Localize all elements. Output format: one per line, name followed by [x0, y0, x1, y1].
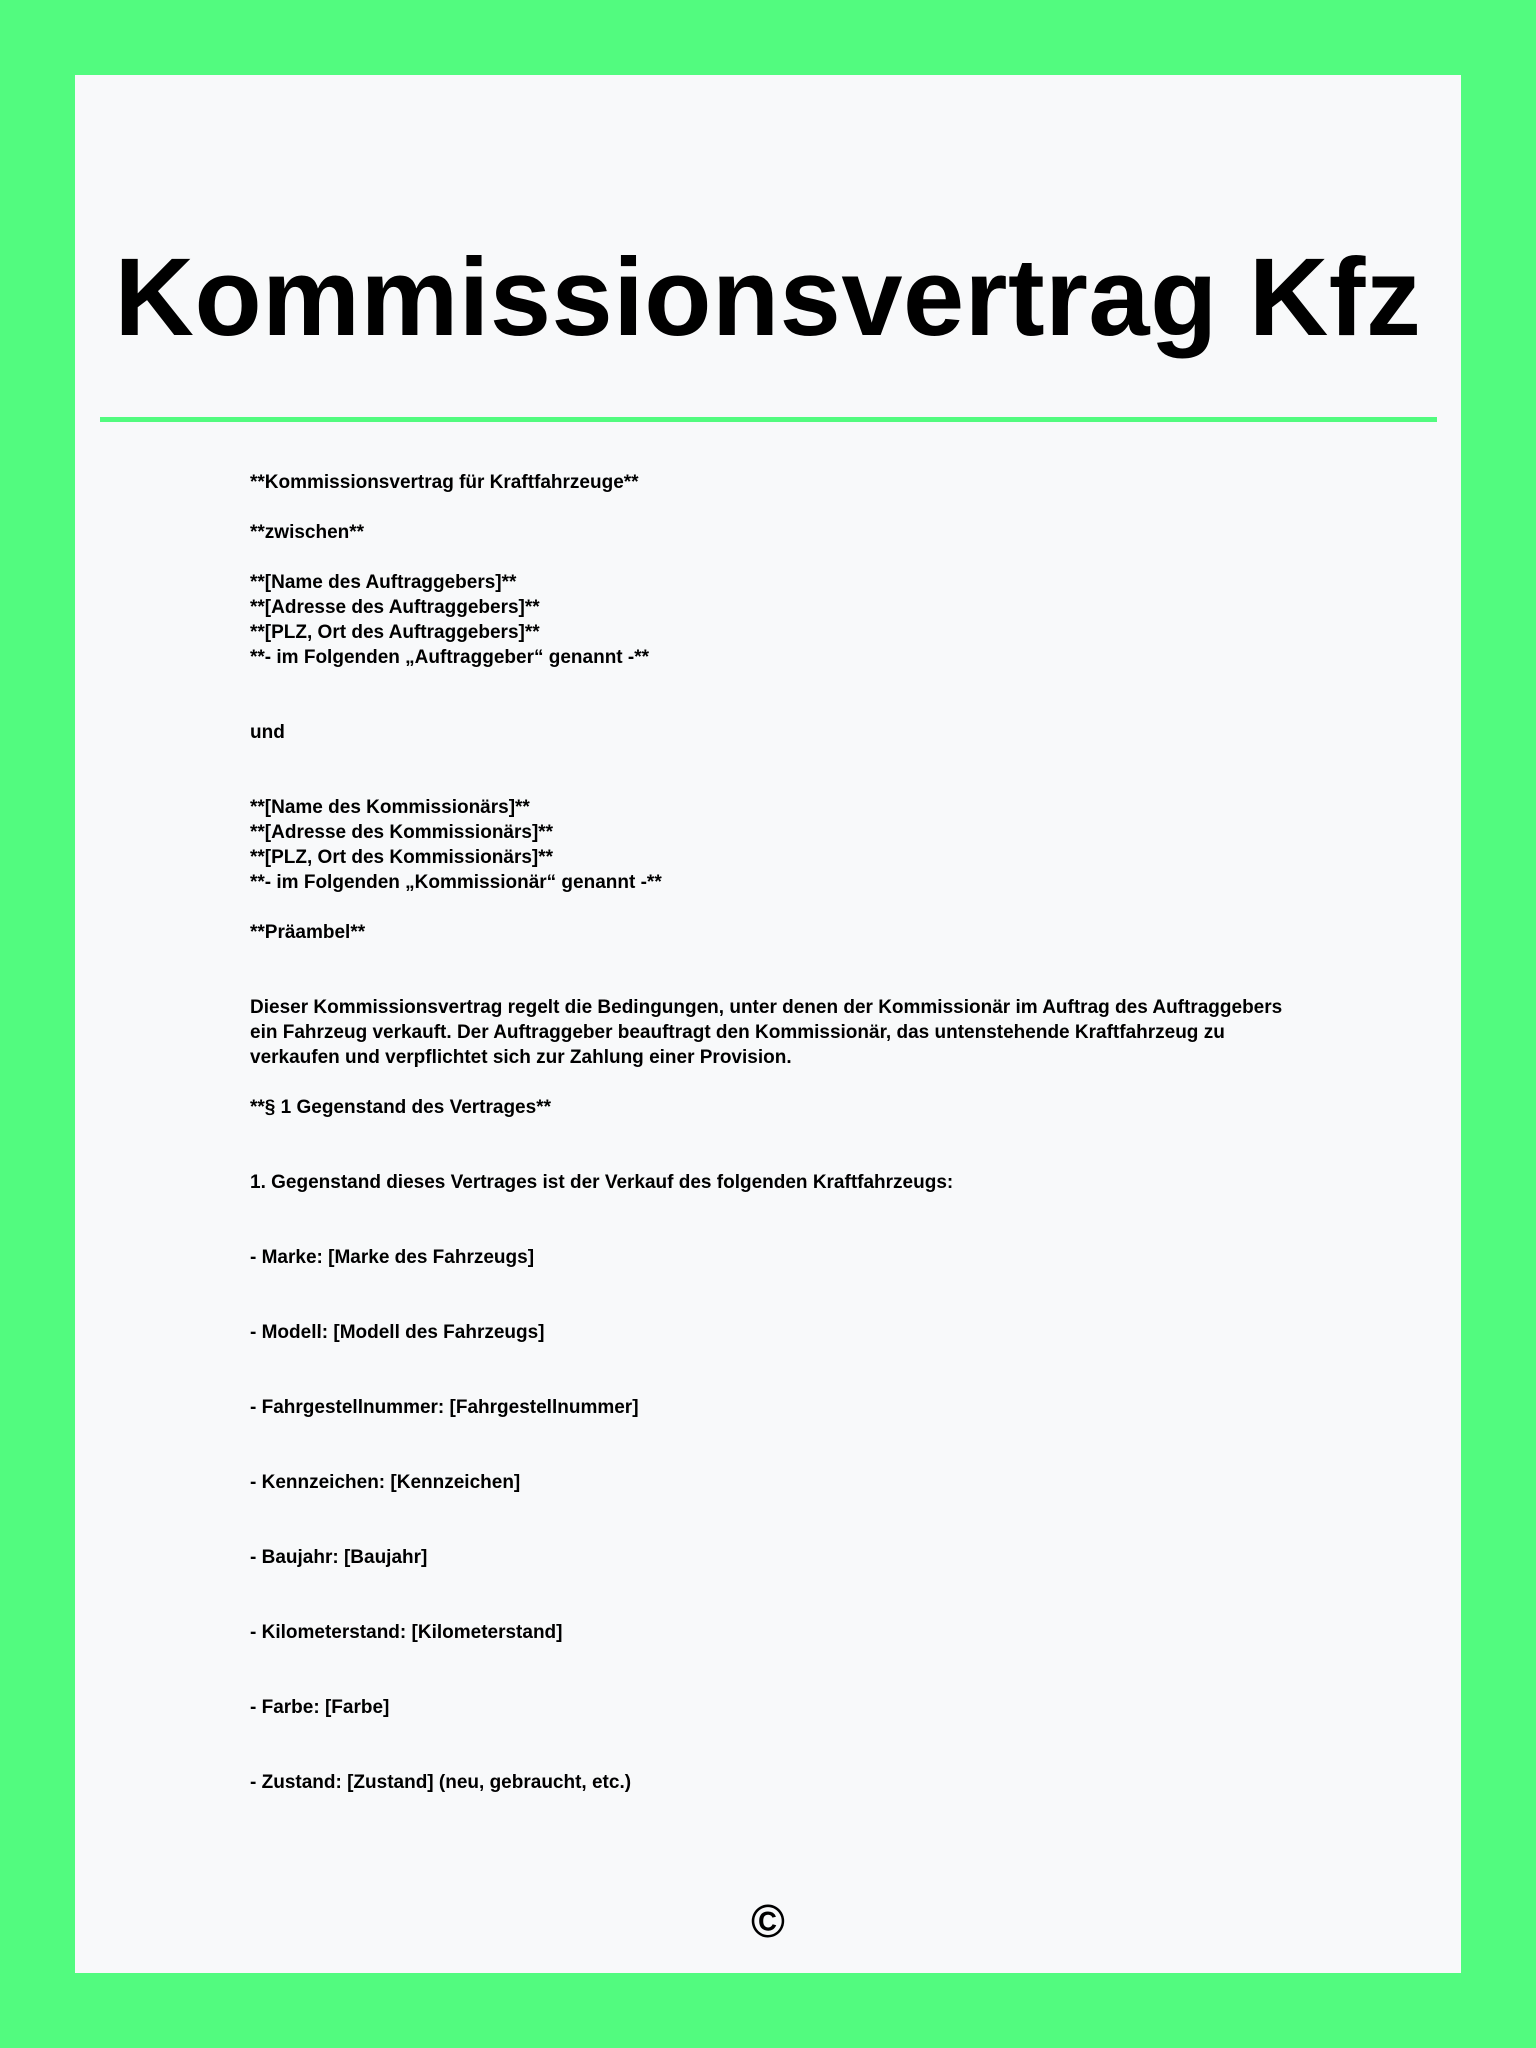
copyright-icon: ©: [751, 1895, 785, 1947]
vehicle-item-color: - Farbe: [Farbe]: [250, 1697, 390, 1718]
preamble-text: Dieser Kommissionsvertrag regelt die Bedingungen, unter denen der Kommissionär im Auftrag des Auftraggebers ein Fahrzeug verkauft. Der Auftraggeber beauftragt den Kommissionär, das untenstehende Kraftfahrzeug zu verkaufen und verpflichtet sich zur Zahlung einer Provision.: [250, 997, 1283, 1068]
between-label: **zwischen**: [250, 522, 365, 543]
client-city: **[PLZ, Ort des Auftraggebers]**: [250, 622, 540, 643]
agent-address: **[Adresse des Kommissionärs]**: [250, 822, 554, 843]
vehicle-item-year: - Baujahr: [Baujahr]: [250, 1547, 428, 1568]
vehicle-item-condition: - Zustand: [Zustand] (neu, gebraucht, etc.): [250, 1772, 632, 1793]
contract-heading: **Kommissionsvertrag für Kraftfahrzeuge**: [250, 472, 639, 493]
client-address: **[Adresse des Auftraggebers]**: [250, 597, 540, 618]
agent-name: **[Name des Kommissionärs]**: [250, 797, 530, 818]
client-name: **[Name des Auftraggebers]**: [250, 572, 517, 593]
preamble-heading: **Präambel**: [250, 922, 366, 943]
document-page: [75, 75, 1461, 1973]
and-label: und: [250, 722, 285, 743]
section-1-intro: 1. Gegenstand dieses Vertrages ist der Verkauf des folgenden Kraftfahrzeugs:: [250, 1172, 954, 1193]
vehicle-item-model: - Modell: [Modell des Fahrzeugs]: [250, 1322, 545, 1343]
vehicle-item-brand: - Marke: [Marke des Fahrzeugs]: [250, 1247, 535, 1268]
agent-city: **[PLZ, Ort des Kommissionärs]**: [250, 847, 554, 868]
vehicle-item-vin: - Fahrgestellnummer: [Fahrgestellnummer]: [250, 1397, 639, 1418]
document-title: Kommissionsvertrag Kfz: [114, 236, 1422, 359]
agent-designation: **- im Folgenden „Kommissionär“ genannt -**: [250, 872, 662, 893]
title-divider: [100, 417, 1437, 422]
client-designation: **- im Folgenden „Auftraggeber“ genannt -**: [250, 647, 650, 668]
section-1-heading: **§ 1 Gegenstand des Vertrages**: [250, 1097, 551, 1118]
vehicle-item-mileage: - Kilometerstand: [Kilometerstand]: [250, 1622, 563, 1643]
vehicle-item-plate: - Kennzeichen: [Kennzeichen]: [250, 1472, 521, 1493]
